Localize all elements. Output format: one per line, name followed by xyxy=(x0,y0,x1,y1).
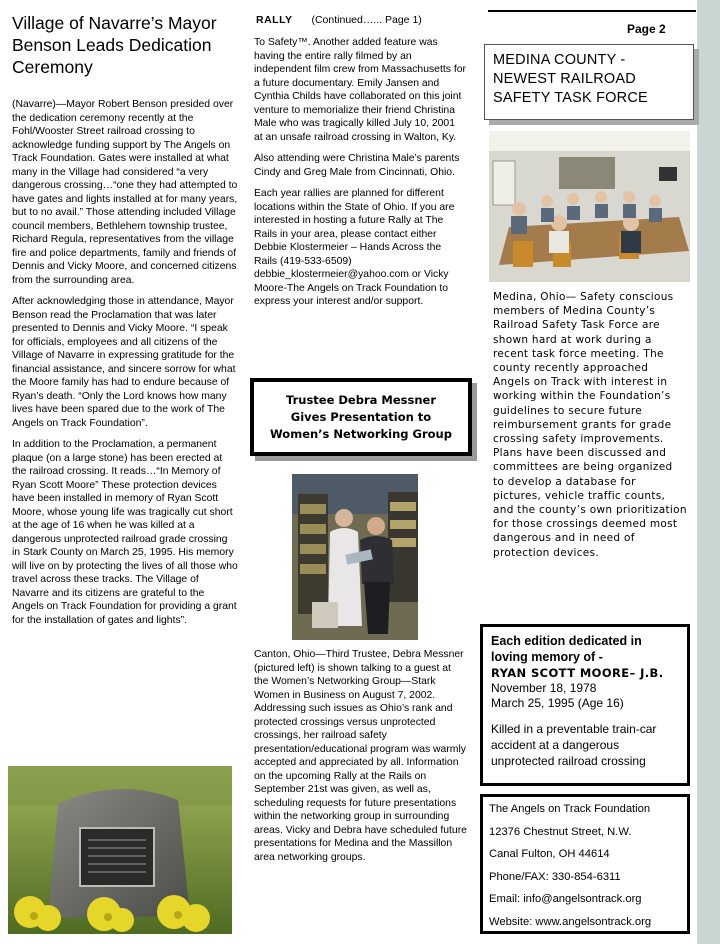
memorial-name: RYAN SCOTT MOORE– J.B. xyxy=(491,666,664,680)
medina-headline-line-2: NEWEST RAILROAD xyxy=(493,71,636,87)
task-force-meeting-photo xyxy=(489,131,690,282)
memorial-title-line-1: Each edition dedicated in xyxy=(491,634,642,648)
memorial-born-date: November 18, 1978 xyxy=(491,681,597,695)
mayor-article-headline: Village of Navarre’s Mayor Benson Leads Dedication Ceremony xyxy=(12,13,217,77)
medina-headline-box xyxy=(484,44,694,120)
memorial-dedication-box xyxy=(480,624,690,786)
medina-headline-line-1: MEDINA COUNTY - xyxy=(493,52,626,68)
rally-label: RALLY xyxy=(256,14,293,26)
medina-article-body: Medina, Ohio— Safety conscious members of Medina County’s Railroad Safety Task Force are shown hard at work during a recent task force meeting. The county recently approached Angels on Track with interest in working within the Foundation’s guidelines to secure future reimbursement grants for grade crossing safety improvements. Plans have been discussed and committees are being organized to develop a database for pictures, vehicle traffic counts, and the county’s own prioritization for those crossings deemed most dangerous and in need of protection devices. xyxy=(493,291,687,559)
rally-paragraph-1: To Safety™. Another added feature was having the entire rally filmed by an independent film crew from Massachusetts for a future documentary. Emily Jansen and Cynthia Childs have collaborated on this joint venture to memorialize their friend Christina Male who was tragically killed July 10, 2001 at an unsafe railroad crossing in Walton, Ky. xyxy=(254,37,466,143)
contact-org-name: The Angels on Track Foundation xyxy=(489,803,651,815)
trustee-headline-line-3: Women’s Networking Group xyxy=(270,426,452,441)
rally-article-body xyxy=(254,36,466,317)
page-sidebar-strip xyxy=(697,0,720,944)
rally-paragraph-3: Each year rallies are planned for different locations within the State of Ohio. If you are interested in hosting a future Rally at The Rails in your area, please contact either Debbie Klostermeier – Hands Across the Rails (419-533-6509) debbie_klostermeier@yahoo.com or Vicky Moore-The Angels on Track Foundation to express your interest and/or support. xyxy=(254,188,455,307)
trustee-headline-line-2: Gives Presentation to xyxy=(290,409,432,424)
contact-phone: Phone/FAX: 330-854-6311 xyxy=(489,870,621,883)
memorial-title-line-2: loving memory of - xyxy=(491,649,603,664)
contact-website[interactable]: Website: www.angelsontrack.org xyxy=(489,915,652,928)
rally-continued-header xyxy=(256,14,422,26)
medina-headline-line-3: SAFETY TASK FORCE xyxy=(493,90,648,106)
memorial-died-date: March 25, 1995 (Age 16) xyxy=(491,696,624,710)
trustee-article-body: Canton, Ohio—Third Trustee, Debra Messner (pictured left) is shown talking to a guest at the Women’s Networking Group—Stark Women in Business on August 7, 2002. Addressing such issues as Ohio’s rank and protected crossings versus unprotected crossings, her railroad safety presentation/educational program was warmly accepted and appreciated by all. Information on the upcoming Rally at the Rails on September 21st was given, as well as, scheduling requests for future presentations within the networking group in surrounding areas. Vicky and Debra have scheduled future presentations for Medina and the Massillon area networking groups. xyxy=(254,649,467,863)
mayor-paragraph-1: (Navarre)—Mayor Robert Benson presided over the dedication ceremony recently at the Fohl/Wooster Street railroad crossing to acknowledge funding support by The Angels on Track Foundation. Gates were installed at what many in the Village had considered “a very dangerous crossing…“one they had attempted to have gates and lights installed at for many years, but to no avail.” Those attending included Village council members, Bethlehem township trustee, Richard Regula, representatives from the village fire and police departments, family and friends of Dennis and Vicky Moore, and concerned citizens from the surrounding area. xyxy=(12,99,238,286)
mayor-paragraph-3: In addition to the Proclamation, a permanent plaque (on a large stone) has been erected at the railroad crossing. It reads…“In Memory of Ryan Scott Moore” These protection devices have been installed in memory of Ryan Scott Moore, whose young life was tragically cut short at the age of 16 when he was killed at a dangerous unprotected railroad grade crossing in Stark County on March 25, 1995. His memory will live on by protecting the lives of all those who travel across these tracks. The Village of Navarre and its citizens are grateful to the Angels on Track Foundation for providing a grant for the installation of gates and lights”. xyxy=(12,439,238,626)
contact-street: 12376 Chestnut Street, N.W. xyxy=(489,825,632,838)
trustee-presentation-photo xyxy=(292,474,418,640)
page-number: Page 2 xyxy=(627,22,666,36)
contact-city: Canal Fulton, OH 44614 xyxy=(489,848,610,860)
contact-email[interactable]: Email: info@angelsontrack.org xyxy=(489,893,642,905)
trustee-headline-line-1: Trustee Debra Messner xyxy=(286,392,436,407)
rally-continued-note: (Continued…... Page 1) xyxy=(311,14,422,26)
mayor-article-body xyxy=(12,98,238,635)
rally-paragraph-2: Also attending were Christina Male’s parents Cindy and Greg Male from Cincinnati, Ohio. xyxy=(254,153,460,178)
foundation-contact-box xyxy=(480,794,690,934)
mayor-paragraph-2: After acknowledging those in attendance, Mayor Benson read the Proclamation that was later presented to Dennis and Vicky Moore. “I speak for officials, employees and all citizens of the Village of Navarre in expressing gratitude for the financial assistance, and sincere sorrow for what the Moore family has had to endure because of Ryan’s death. “Only the Lord knows how many lives have been spared due to the work of The Angels on Track Foundation”. xyxy=(12,296,236,429)
memorial-note: Killed in a preventable train-car accident at a dangerous unprotected railroad crossing xyxy=(491,722,657,768)
memorial-stone-photo xyxy=(8,766,232,934)
trustee-headline-box xyxy=(250,378,472,456)
top-rule xyxy=(488,10,696,12)
